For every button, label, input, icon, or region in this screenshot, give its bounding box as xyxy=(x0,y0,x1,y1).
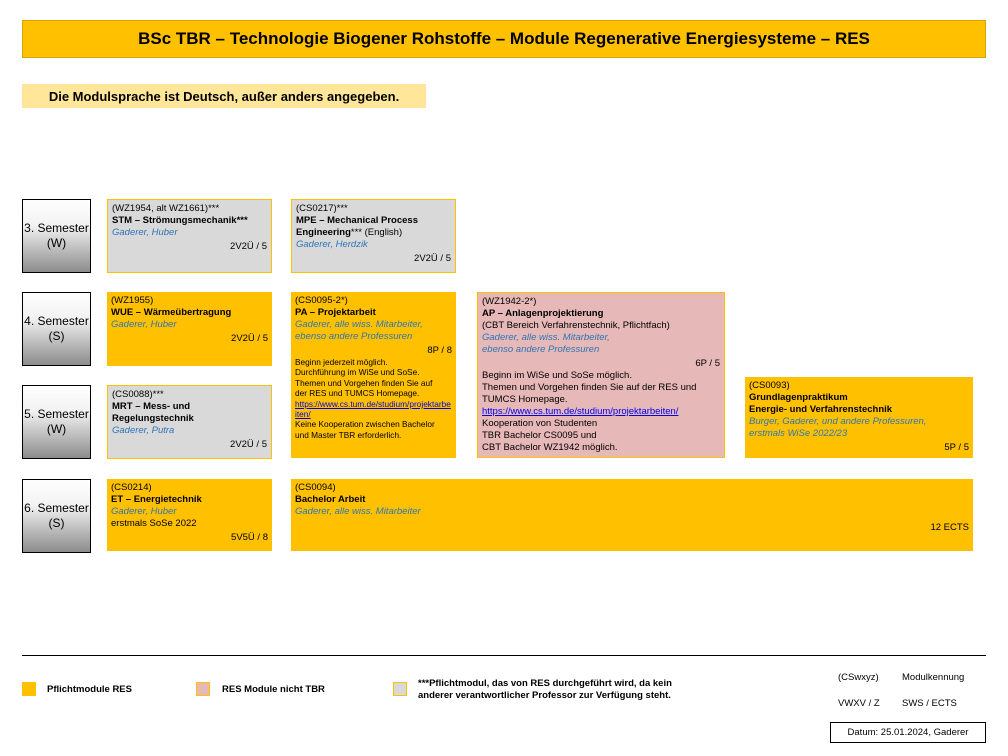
module-lecturers: Gaderer, Putra xyxy=(112,425,175,436)
module-sws: 5P / 5 xyxy=(944,442,969,453)
module-sws: 2V2Ü / 5 xyxy=(414,253,451,264)
module-code: (CS0093) xyxy=(749,380,790,391)
module-note: CBT Bachelor WZ1942 möglich. xyxy=(482,442,618,453)
semester-5-label xyxy=(22,385,91,459)
module-name: STM – Strömungsmechanik*** xyxy=(112,215,248,226)
module-name: AP – Anlagenprojektierung xyxy=(482,308,604,319)
page-title: BSc TBR – Technologie Biogener Rohstoffe – Module Regenerative Energiesysteme – RES xyxy=(22,20,986,58)
module-note: Durchführung im WiSe und SoSe. xyxy=(295,367,420,378)
legend-star-line: ***Pflichtmodul, das von RES durchgeführt wird, da kein xyxy=(418,678,672,689)
module-name: ET – Energietechnik xyxy=(111,494,202,505)
semester-6-label xyxy=(22,479,91,553)
key-sws-label: SWS / ECTS xyxy=(902,698,957,709)
language-note: Die Modulsprache ist Deutsch, außer anders angegeben. xyxy=(22,84,426,108)
module-lecturers: Gaderer, Herdzik xyxy=(296,239,368,250)
semester-name: 6. Semester xyxy=(24,501,89,515)
module-code: (CS0214) xyxy=(111,482,152,493)
module-language: *** (English) xyxy=(350,227,403,238)
module-lecturers: Gaderer, Huber xyxy=(111,506,177,517)
semester-term: (W) xyxy=(46,236,67,250)
semester-term: (W) xyxy=(46,422,67,436)
module-name: WUE – Wärmeübertragung xyxy=(111,307,232,318)
semester-name: 5. Semester xyxy=(24,407,89,421)
module-code: (WZ1955) xyxy=(111,295,154,306)
key-code: (CSwxyz) xyxy=(838,672,879,683)
module-code: (CS0088)*** xyxy=(112,389,164,400)
module-mpe[interactable] xyxy=(291,199,456,273)
module-note: erstmals SoSe 2022 xyxy=(111,518,197,529)
module-stm[interactable] xyxy=(107,199,272,273)
module-lecturers-cont: ebenso andere Professuren xyxy=(295,331,413,342)
module-name: MRT – Mess- und xyxy=(112,401,191,412)
module-sws: 5V5Ü / 8 xyxy=(231,532,268,543)
module-sws: 2V2Ü / 5 xyxy=(230,439,267,450)
module-lecturers: Burger, Gaderer, und andere Professuren, xyxy=(749,416,927,427)
module-name-cont: Energie- und Verfahrenstechnik xyxy=(749,404,893,415)
legend-swatch-pflicht xyxy=(22,682,36,696)
module-subject-area: (CBT Bereich Verfahrenstechnik, Pflichtfach) xyxy=(482,320,670,331)
module-wue[interactable] xyxy=(107,292,272,366)
semester-name: 4. Semester xyxy=(24,314,89,328)
legend-swatch-star xyxy=(393,682,407,696)
module-note: der RES und TUMCS Homepage. xyxy=(295,388,420,399)
legend-divider xyxy=(22,655,986,656)
module-note: Beginn jederzeit möglich. xyxy=(295,357,388,367)
module-pa[interactable] xyxy=(291,292,456,458)
module-name: Grundlagenpraktikum xyxy=(749,392,848,403)
module-lecturers: Gaderer, alle wiss. Mitarbeiter, xyxy=(482,332,610,343)
module-note: und Master TBR erforderlich. xyxy=(295,429,402,440)
module-name: MPE – Mechanical Process xyxy=(296,215,418,226)
module-lecturers-cont: erstmals WiSe 2022/23 xyxy=(749,428,848,439)
module-sws: 8P / 8 xyxy=(427,345,452,356)
module-note: Keine Kooperation zwischen Bachelor xyxy=(295,419,435,430)
module-sws: 6P / 5 xyxy=(695,358,720,369)
legend-star-line: anderer verantwortlicher Professor zur Verfügung steht. xyxy=(418,690,671,701)
module-bachelor-arbeit[interactable] xyxy=(291,479,973,551)
legend-star-label xyxy=(418,678,672,702)
module-note: Themen und Vorgehen finden Sie auf xyxy=(295,377,433,388)
module-ects: 12 ECTS xyxy=(930,522,969,533)
module-note: Beginn im WiSe und SoSe möglich. xyxy=(482,370,632,381)
module-code: (WZ1942-2*) xyxy=(482,296,537,307)
legend-pflicht-label: Pflichtmodule RES xyxy=(47,684,132,695)
module-name: Bachelor Arbeit xyxy=(295,494,366,505)
projektarbeiten-link[interactable]: https://www.cs.tum.de/studium/projektarbeiten/ xyxy=(482,406,679,417)
module-mrt[interactable] xyxy=(107,385,272,459)
module-note: TUMCS Homepage. xyxy=(482,394,568,405)
module-lecturers: Gaderer, alle wiss. Mitarbeiter, xyxy=(295,319,423,330)
module-sws: 2V2Ü / 5 xyxy=(231,333,268,344)
date-box: Datum: 25.01.2024, Gaderer xyxy=(830,722,986,743)
module-note: TBR Bachelor CS0095 und xyxy=(482,430,597,441)
module-code: (CS0094) xyxy=(295,482,336,493)
legend-nicht-tbr-label: RES Module nicht TBR xyxy=(222,684,325,695)
semester-term: (S) xyxy=(48,516,65,530)
module-et[interactable] xyxy=(107,479,272,551)
legend-swatch-nicht-tbr xyxy=(196,682,210,696)
module-name: PA – Projektarbeit xyxy=(295,307,376,318)
key-sws: VWXV / Z xyxy=(838,698,880,709)
module-name-cont: Engineering xyxy=(296,227,351,238)
module-lecturers-cont: ebenso andere Professuren xyxy=(482,344,600,355)
semester-term: (S) xyxy=(48,329,65,343)
module-name-cont: Regelungstechnik xyxy=(112,413,194,424)
module-code: (CS0095-2*) xyxy=(295,295,348,306)
module-code: (WZ1954, alt WZ1661)*** xyxy=(112,203,220,214)
module-lecturers: Gaderer, Huber xyxy=(111,319,177,330)
semester-3-label xyxy=(22,199,91,273)
module-sws: 2V2Ü / 5 xyxy=(230,241,267,252)
module-gp[interactable] xyxy=(745,377,973,458)
key-code-label: Modulkennung xyxy=(902,672,965,683)
module-lecturers: Gaderer, Huber xyxy=(112,227,178,238)
module-lecturers: Gaderer, alle wiss. Mitarbeiter xyxy=(295,506,421,517)
module-code: (CS0217)*** xyxy=(296,203,348,214)
module-note: Kooperation von Studenten xyxy=(482,418,598,429)
semester-name: 3. Semester xyxy=(24,221,89,235)
projektarbeiten-link[interactable]: https://www.cs.tum.de/studium/projektarbeiten/ xyxy=(295,398,451,420)
module-ap[interactable] xyxy=(477,292,725,458)
module-note: Themen und Vorgehen finden Sie auf der RES und xyxy=(482,382,697,393)
semester-4-label xyxy=(22,292,91,366)
